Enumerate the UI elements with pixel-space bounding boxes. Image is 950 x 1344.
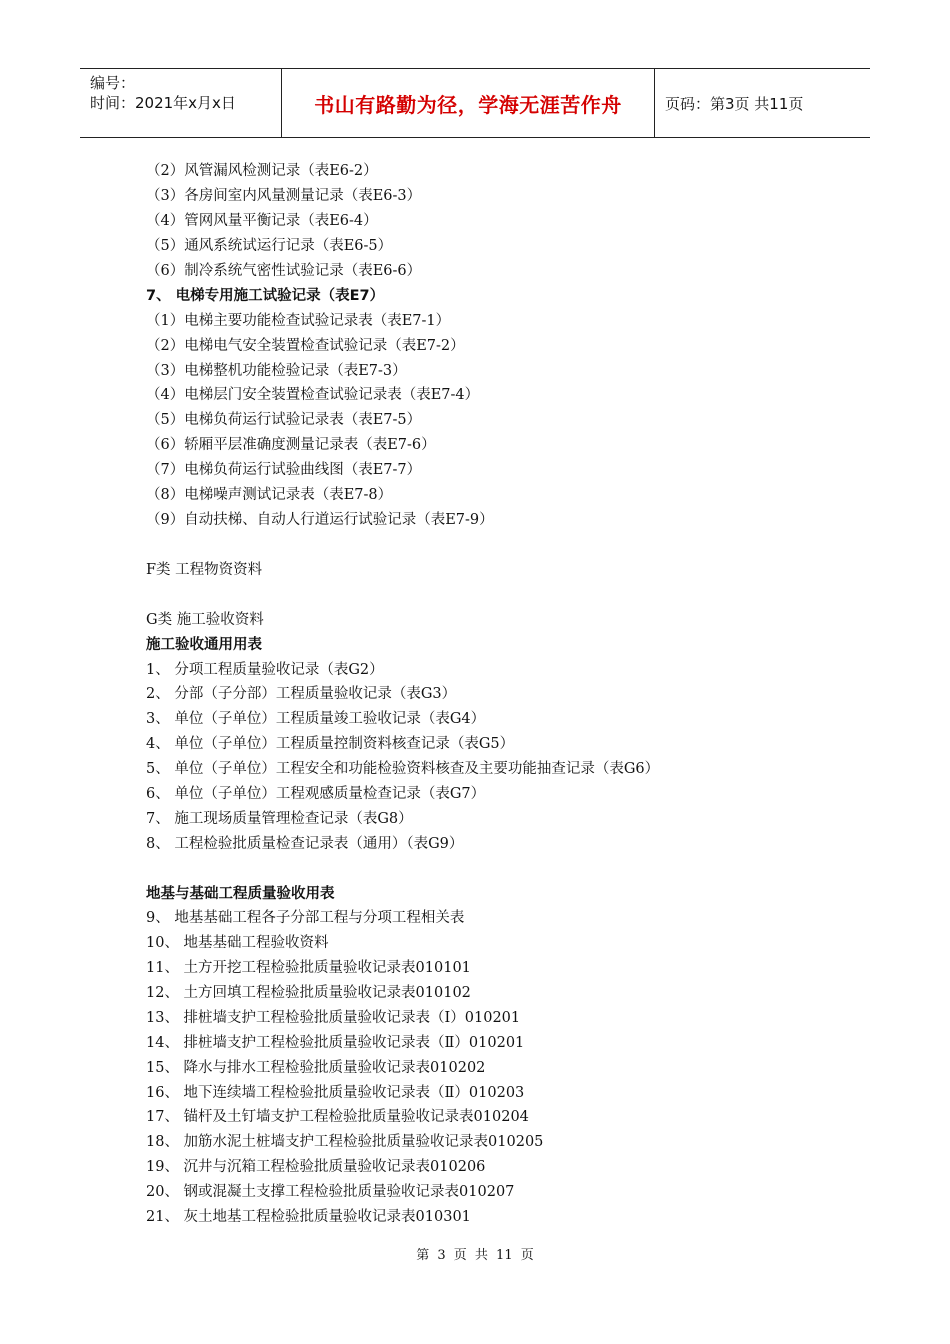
document-date-label: 时间：2021年x月x日: [90, 94, 236, 112]
list-item: 2、 分部（子分部）工程质量验收记录（表G3）: [146, 686, 457, 702]
list-item: （2）风管漏风检测记录（表E6-2）: [146, 163, 378, 179]
list-item: （3）各房间室内风量测量记录（表E6-3）: [146, 188, 422, 204]
page-header: [80, 68, 870, 138]
list-item: 14、 排桩墙支护工程检验批质量验收记录表（Ⅱ）010201: [146, 1035, 525, 1051]
list-item: 7、 施工现场质量管理检查记录（表G8）: [146, 811, 413, 827]
list-item: 6、 单位（子单位）工程观感质量检查记录（表G7）: [146, 786, 486, 802]
category-heading: G类 施工验收资料: [146, 612, 264, 628]
list-item: （4）管网风量平衡记录（表E6-4）: [146, 213, 378, 229]
list-item: 10、 地基基础工程验收资料: [146, 935, 329, 951]
list-item: 18、 加筋水泥土桩墙支护工程检验批质量验收记录表010205: [146, 1134, 544, 1150]
list-item: 12、 土方回填工程检验批质量验收记录表010102: [146, 985, 471, 1001]
document-number-label: 编号：: [90, 74, 136, 92]
list-item: 5、 单位（子单位）工程安全和功能检验资料核查及主要功能抽查记录（表G6）: [146, 761, 660, 777]
list-item: 19、 沉井与沉箱工程检验批质量验收记录表010206: [146, 1159, 486, 1175]
section-heading: 7、 电梯专用施工试验记录（表E7）: [146, 288, 385, 304]
list-item: 16、 地下连续墙工程检验批质量验收记录表（Ⅱ）010203: [146, 1085, 525, 1101]
page-footer: 第 3 页 共 11 页: [416, 1248, 534, 1263]
list-item: （2）电梯电气安全装置检查试验记录（表E7-2）: [146, 338, 465, 354]
list-item: （5）电梯负荷运行试验记录表（表E7-5）: [146, 412, 422, 428]
header-motto: 书山有路勤为径，学海无涯苦作舟: [281, 69, 655, 137]
list-item: （6）轿厢平层准确度测量记录表（表E7-6）: [146, 437, 436, 453]
list-item: 21、 灰土地基工程检验批质量验收记录表010301: [146, 1209, 471, 1225]
list-item: （6）制冷系统气密性试验记录（表E6-6）: [146, 263, 422, 279]
list-item: 3、 单位（子单位）工程质量竣工验收记录（表G4）: [146, 711, 486, 727]
list-item: （4）电梯层门安全装置检查试验记录表（表E7-4）: [146, 387, 480, 403]
list-item: （9）自动扶梯、自动人行道运行试验记录（表E7-9）: [146, 512, 494, 528]
list-item: 11、 土方开挖工程检验批质量验收记录表010101: [146, 960, 471, 976]
list-item: （7）电梯负荷运行试验曲线图（表E7-7）: [146, 462, 422, 478]
list-item: （1）电梯主要功能检查试验记录表（表E7-1）: [146, 313, 451, 329]
list-item: （5）通风系统试运行记录（表E6-5）: [146, 238, 393, 254]
header-page-info: 页码：第3页 共11页: [665, 94, 804, 113]
list-item: （3）电梯整机功能检验记录（表E7-3）: [146, 363, 407, 379]
category-heading: F类 工程物资资料: [146, 562, 263, 578]
list-item: （8）电梯噪声测试记录表（表E7-8）: [146, 487, 393, 503]
section-heading: 地基与基础工程质量验收用表: [146, 886, 335, 902]
list-item: 15、 降水与排水工程检验批质量验收记录表010202: [146, 1060, 486, 1076]
list-item: 17、 锚杆及土钉墙支护工程检验批质量验收记录表010204: [146, 1109, 529, 1125]
section-heading: 施工验收通用用表: [146, 637, 262, 653]
list-item: 13、 排桩墙支护工程检验批质量验收记录表（Ⅰ）010201: [146, 1010, 521, 1026]
list-item: 8、 工程检验批质量检查记录表（通用）（表G9）: [146, 836, 464, 852]
list-item: 9、 地基基础工程各子分部工程与分项工程相关表: [146, 910, 465, 926]
list-item: 20、 钢或混凝土支撑工程检验批质量验收记录表010207: [146, 1184, 515, 1200]
header-left-cell: [80, 69, 281, 137]
list-item: 1、 分项工程质量验收记录（表G2）: [146, 662, 384, 678]
list-item: 4、 单位（子单位）工程质量控制资料核查记录（表G5）: [146, 736, 515, 752]
